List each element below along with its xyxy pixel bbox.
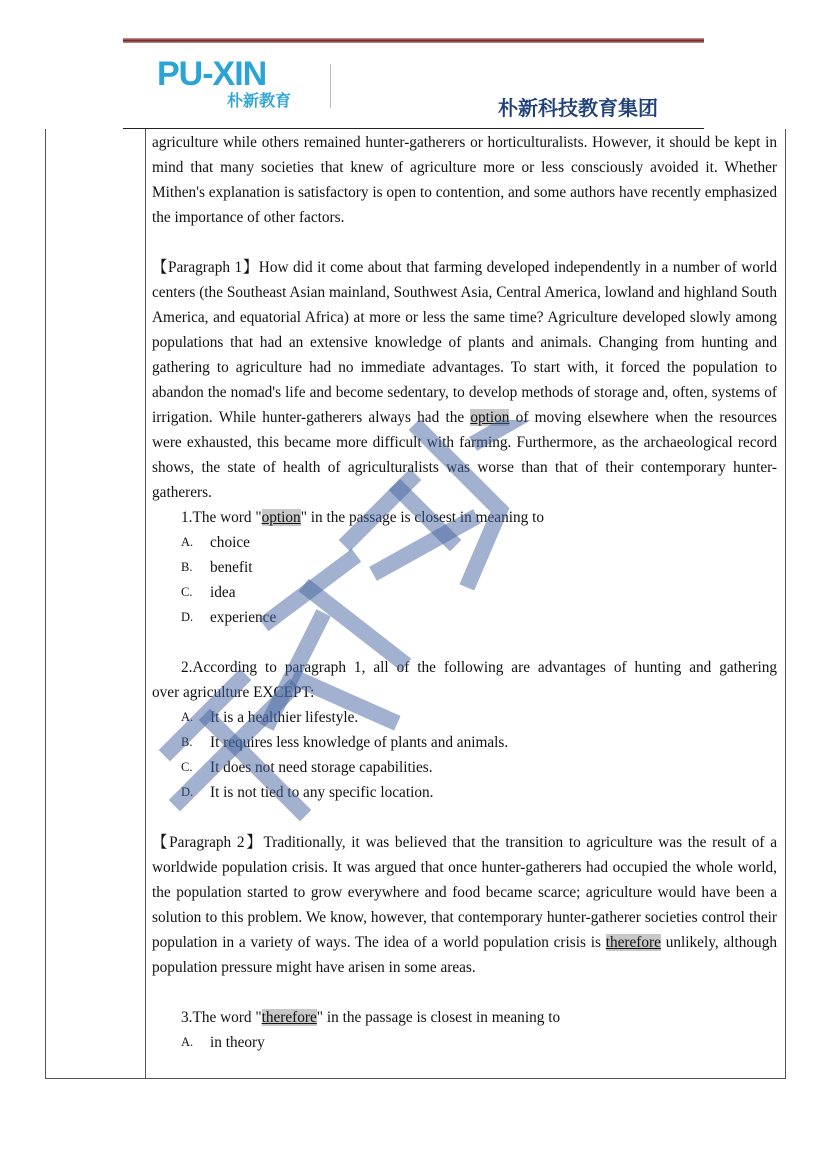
group-name: 朴新科技教育集团 [498,96,658,120]
header-bar [123,38,704,43]
answer-option[interactable]: C. idea [181,584,236,601]
question-1: 1.The word "option" in the passage is closest in meaning to [181,509,544,526]
logo-cn: 朴新教育 [227,91,292,110]
answer-option[interactable]: A. in theory [181,1034,265,1051]
logo-en: PU-XIN [157,55,267,93]
intro-paragraph: agriculture while others remained hunter-gatherers or horticulturalists. However, it should be kept in mind that many societies that knew of agriculture more or less consciously avoided it. Whether Mithen's explanation is satisfactory is open to contention, and some authors have recently emphasized the importance of other factors. [152,134,777,226]
passage-content [152,130,777,1055]
answer-option[interactable]: D. experience [181,609,277,626]
highlight-option: option [470,409,510,426]
answer-option[interactable]: A. choice [181,534,250,551]
highlight-therefore: therefore [261,1009,317,1026]
paragraph-1: 【Paragraph 1】How did it come about that farming developed independently in a number of world centers (the Southeast Asian mainland, Southwest Asia, Central America, lowland and highland South America, and equatorial Africa) at more or less the same time? Agriculture developed slowly among populations that had an extensive knowledge of plants and animals. Changing from hunting and gathering to agriculture had no immediate advantages. To start with, it forced the population to abandon the nomad's life and become sedentary, to develop methods of storage and, often, systems of irrigation. While hunter-gatherers always had the option of moving elsewhere when the resources were exhausted, this became more difficult with farming. Furthermore, as the archaeological record shows, the state of health of agriculturalists was worse than that of their contemporary hunter-gatherers. [152,259,777,501]
answer-option[interactable]: B. benefit [181,559,253,576]
question-3: 3.The word "therefore" in the passage is closest in meaning to [181,1009,561,1026]
answer-option[interactable]: D. It is not tied to any specific location. [181,784,434,801]
answer-option[interactable]: A. It is a healthier lifestyle. [181,709,359,726]
logo-divider [330,64,331,108]
question-2: 2.According to paragraph 1, all of the following are advantages of hunting and gathering [181,659,777,676]
highlight-option: option [261,509,301,526]
puxin-logo [157,55,317,112]
left-column [46,129,146,1078]
highlight-therefore: therefore [605,934,661,951]
paragraph-2: 【Paragraph 2】Traditionally, it was believed that the transition to agriculture was the result of a worldwide population crisis. It was argued that once hunter-gatherers had occupied the whole world, the population started to grow everywhere and food became scarce; agriculture would have been a solution to this problem. We know, however, that contemporary hunter-gatherer societies control their population in a variety of ways. The idea of a world population crisis is therefore unlikely, although population pressure might have arisen in some areas. [152,834,777,976]
document-table [45,129,786,1079]
answer-option[interactable]: B. It requires less knowledge of plants and animals. [181,734,509,751]
question-2-cont: over agriculture EXCEPT: [152,684,315,701]
answer-option[interactable]: C. It does not need storage capabilities. [181,759,433,776]
